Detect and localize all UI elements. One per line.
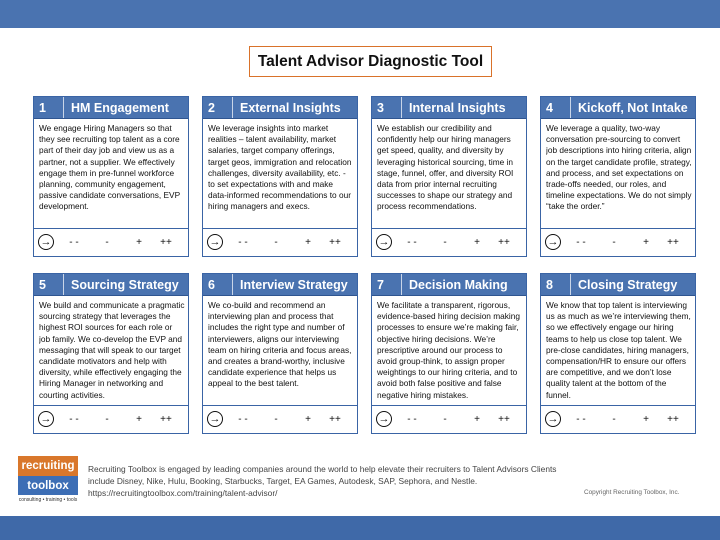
rating-high[interactable]: +	[474, 414, 480, 425]
rating-scale	[541, 405, 695, 433]
card-number: 4	[541, 97, 571, 118]
card-sourcing-strategy	[33, 273, 189, 434]
card-decision-making	[371, 273, 527, 434]
arrow-circle-icon: →	[207, 411, 223, 427]
rating-high[interactable]: +	[305, 237, 311, 248]
rating-high[interactable]: +	[474, 237, 480, 248]
card-header	[372, 97, 526, 119]
rating-scale	[372, 405, 526, 433]
rating-scale	[34, 405, 188, 433]
card-description: We co-build and recommend an interviewing plan and process that includes the right type and number of interviewers, aligns our interviewing team on hiring criteria and focus areas, and creates a brand-worthy, inclusive candidate experience that helps us appeal to the best talent.	[208, 300, 352, 389]
rating-low[interactable]: -	[274, 414, 278, 425]
rating-very-low[interactable]: - -	[69, 237, 79, 248]
card-external-insights	[202, 96, 358, 257]
rating-very-low[interactable]: - -	[238, 414, 248, 425]
rating-low[interactable]: -	[443, 414, 447, 425]
card-description: We establish our credibility and confidently help our hiring managers get speed, quality, and diversity by leveraging historical sourcing, time in stage, funnel, offer, and diversity ROI data from prior internal recruiting successes to shape our strategy and process recommendations.	[377, 123, 514, 212]
arrow-circle-icon: →	[38, 411, 54, 427]
rating-low[interactable]: -	[105, 237, 109, 248]
copyright-notice: Copyright Recruiting Toolbox, Inc.	[584, 489, 680, 496]
card-title: Closing Strategy	[578, 277, 678, 292]
arrow-circle-icon: →	[376, 234, 392, 250]
logo-tagline: consulting • training • tools	[18, 497, 78, 503]
rating-very-low[interactable]: - -	[407, 414, 417, 425]
card-title: Decision Making	[409, 277, 508, 292]
rating-scale	[541, 228, 695, 256]
rating-low[interactable]: -	[274, 237, 278, 248]
rating-high[interactable]: +	[136, 237, 142, 248]
logo-top-text: recruiting	[18, 456, 78, 476]
card-header	[34, 274, 188, 296]
card-description: We know that top talent is interviewing us as much as we’re interviewing them, so we effectively engage our hiring teams to help us close top talent. We pre-close candidates, hiring managers, compensation/HR to ensure our offers are competitive, and we don’t lose quality talent at the bottom of the funnel.	[546, 300, 691, 400]
arrow-circle-icon: →	[545, 411, 561, 427]
rating-low[interactable]: -	[443, 237, 447, 248]
rating-very-high[interactable]: ++	[667, 237, 679, 248]
card-description: We facilitate a transparent, rigorous, evidence-based hiring decision making processes to ensure we’re making fair, objective hiring decisions. We’re prescriptive around our process to avoid group-think, to assign proper weightings to our hiring criteria, and to avoid both false positive and false negative hiring mistakes.	[377, 300, 520, 400]
rating-very-high[interactable]: ++	[160, 414, 172, 425]
card-kickoff-not-intake	[540, 96, 696, 257]
rating-scale	[34, 228, 188, 256]
card-header	[34, 97, 188, 119]
rating-very-high[interactable]: ++	[329, 414, 341, 425]
rating-high[interactable]: +	[643, 414, 649, 425]
card-interview-strategy	[202, 273, 358, 434]
arrow-circle-icon: →	[376, 411, 392, 427]
rating-scale	[372, 228, 526, 256]
top-band	[0, 0, 720, 28]
recruiting-toolbox-logo	[18, 456, 78, 506]
card-number: 5	[34, 274, 64, 295]
rating-low[interactable]: -	[612, 237, 616, 248]
rating-very-low[interactable]: - -	[407, 237, 417, 248]
card-title: HM Engagement	[71, 100, 169, 115]
rating-very-high[interactable]: ++	[667, 414, 679, 425]
rating-very-low[interactable]: - -	[238, 237, 248, 248]
rating-very-high[interactable]: ++	[498, 237, 510, 248]
rating-very-high[interactable]: ++	[498, 414, 510, 425]
arrow-circle-icon: →	[38, 234, 54, 250]
card-title: Sourcing Strategy	[71, 277, 179, 292]
card-number: 2	[203, 97, 233, 118]
arrow-circle-icon: →	[545, 234, 561, 250]
card-hm-engagement	[33, 96, 189, 257]
rating-very-high[interactable]: ++	[160, 237, 172, 248]
rating-very-high[interactable]: ++	[329, 237, 341, 248]
card-number: 1	[34, 97, 64, 118]
rating-very-low[interactable]: - -	[576, 414, 586, 425]
card-title: Internal Insights	[409, 100, 506, 115]
footer-description: Recruiting Toolbox is engaged by leading companies around the world to help elevate their recruiters to Talent Advisors Clients include Disney, Nike, Hulu, Booking, Starbucks, Target, EA Games, Autodesk, SAP, Sephora, and Nestle. https://recruitingtoolbox.com/training/talent-advisor/	[88, 464, 557, 498]
bottom-band	[0, 516, 720, 540]
card-number: 8	[541, 274, 571, 295]
rating-very-low[interactable]: - -	[576, 237, 586, 248]
rating-scale	[203, 228, 357, 256]
rating-high[interactable]: +	[305, 414, 311, 425]
card-title: Kickoff, Not Intake	[578, 100, 688, 115]
rating-high[interactable]: +	[643, 237, 649, 248]
card-number: 3	[372, 97, 402, 118]
card-description: We leverage insights into market realities – talent availability, market salaries, target company offerings, target geos, immigration and relocation challenges, diversity availability, etc. - to set expectations with and make data-informed recommendations to our hiring managers and execs.	[208, 123, 352, 212]
logo-bottom-text: toolbox	[18, 476, 78, 495]
card-description: We leverage a quality, two-way conversation pre-sourcing to convert job descriptions into hiring criteria, align on the target candidate profile, strategy, and process, and set expectations on trade-offs needed, our roles, and timeline expectations. We do not simply “take the order.”	[546, 123, 692, 212]
rating-very-low[interactable]: - -	[69, 414, 79, 425]
card-header	[372, 274, 526, 296]
card-number: 7	[372, 274, 402, 295]
card-description: We build and communicate a pragmatic sourcing strategy that leverages the highest ROI sources for each role or job family. We co-develop the EVP and messaging that will speak to our target candidate motivators and help with diversity, while effectively engaging the Hiring Manager in networking and courting activities.	[39, 300, 185, 400]
card-title: Interview Strategy	[240, 277, 348, 292]
page-title: Talent Advisor Diagnostic Tool	[249, 46, 492, 77]
card-header	[203, 274, 357, 296]
card-header	[203, 97, 357, 119]
rating-low[interactable]: -	[105, 414, 109, 425]
card-header	[541, 274, 695, 296]
card-description: We engage Hiring Managers so that they see recruiting top talent as a core part of their day job and view us as a partner, not a supplier. We effectively engage them in pre-funnel workforce planning, community engagement, passive candidate conversations, EVP development.	[39, 123, 180, 212]
arrow-circle-icon: →	[207, 234, 223, 250]
card-closing-strategy	[540, 273, 696, 434]
rating-high[interactable]: +	[136, 414, 142, 425]
rating-low[interactable]: -	[612, 414, 616, 425]
card-number: 6	[203, 274, 233, 295]
rating-scale	[203, 405, 357, 433]
card-header	[541, 97, 695, 119]
card-internal-insights	[371, 96, 527, 257]
card-title: External Insights	[240, 100, 341, 115]
